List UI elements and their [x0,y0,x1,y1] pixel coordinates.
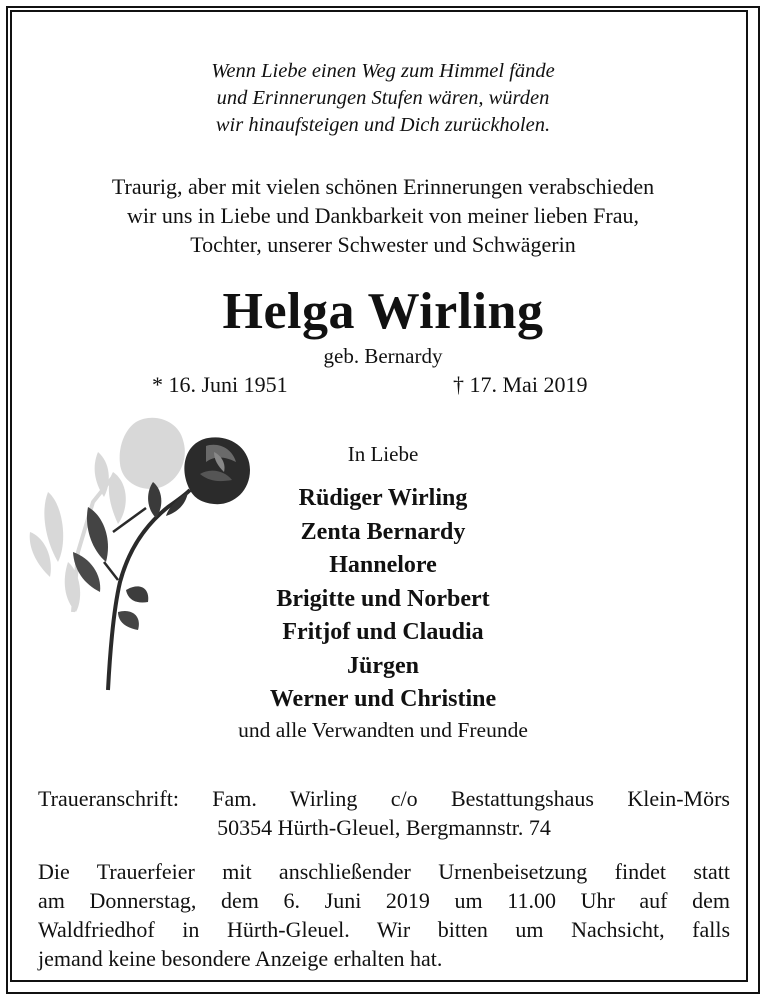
mourner-name: Brigitte und Norbert [276,585,490,612]
mourner-name: Zenta Bernardy [300,518,466,545]
mourner-name: Jürgen [347,652,419,679]
ceremony-line: jemand keine besondere Anzeige erhalten hat. [38,946,443,971]
address-line: Traueranschrift: Fam. Wirling c/o Bestattungshaus Klein-Mörs [38,786,730,811]
intro-line: Traurig, aber mit vielen schönen Erinnerungen verabschieden [111,174,655,199]
birth-date: * 16. Juni 1951 [152,372,288,397]
mourners-heading: In Liebe [347,442,419,466]
intro-text [0,172,766,259]
intro-line: Tochter, unserer Schwester und Schwägerin [190,232,576,257]
ceremony-line: Die Trauerfeier mit anschließender Urnenbeisetzung findet statt [38,859,730,884]
relatives-line: und alle Verwandten und Freunde [238,718,528,742]
mourner-name: Rüdiger Wirling [298,485,468,511]
ceremony-line: Waldfriedhof in Hürth-Gleuel. Wir bitten um Nachsicht, falls [38,917,730,942]
motto-line: und Erinnerungen Stufen wären, würden [216,87,550,109]
maiden-name: geb. Bernardy [323,344,443,368]
motto-line: wir hinaufsteigen und Dich zurückholen. [215,114,551,136]
ceremony-line: am Donnerstag, dem 6. Juni 2019 um 11.00 Uhr auf dem [38,888,730,913]
mourner-name: Werner und Christine [269,686,497,712]
motto-line: Wenn Liebe einen Weg zum Himmel fände [211,60,555,82]
mourning-address [38,784,730,842]
death-date: † 17. Mai 2019 [453,372,588,397]
motto-poem [0,58,766,139]
mourner-name: Fritjof und Claudia [282,619,484,645]
deceased-name: Helga Wirling [222,283,544,340]
intro-line: wir uns in Liebe und Dankbarkeit von meiner lieben Frau, [127,203,639,228]
ceremony-notice [38,857,730,973]
address-line: 50354 Hürth-Gleuel, Bergmannstr. 74 [217,815,551,840]
mourner-name: Hannelore [329,552,437,578]
mourners-list [0,482,766,717]
